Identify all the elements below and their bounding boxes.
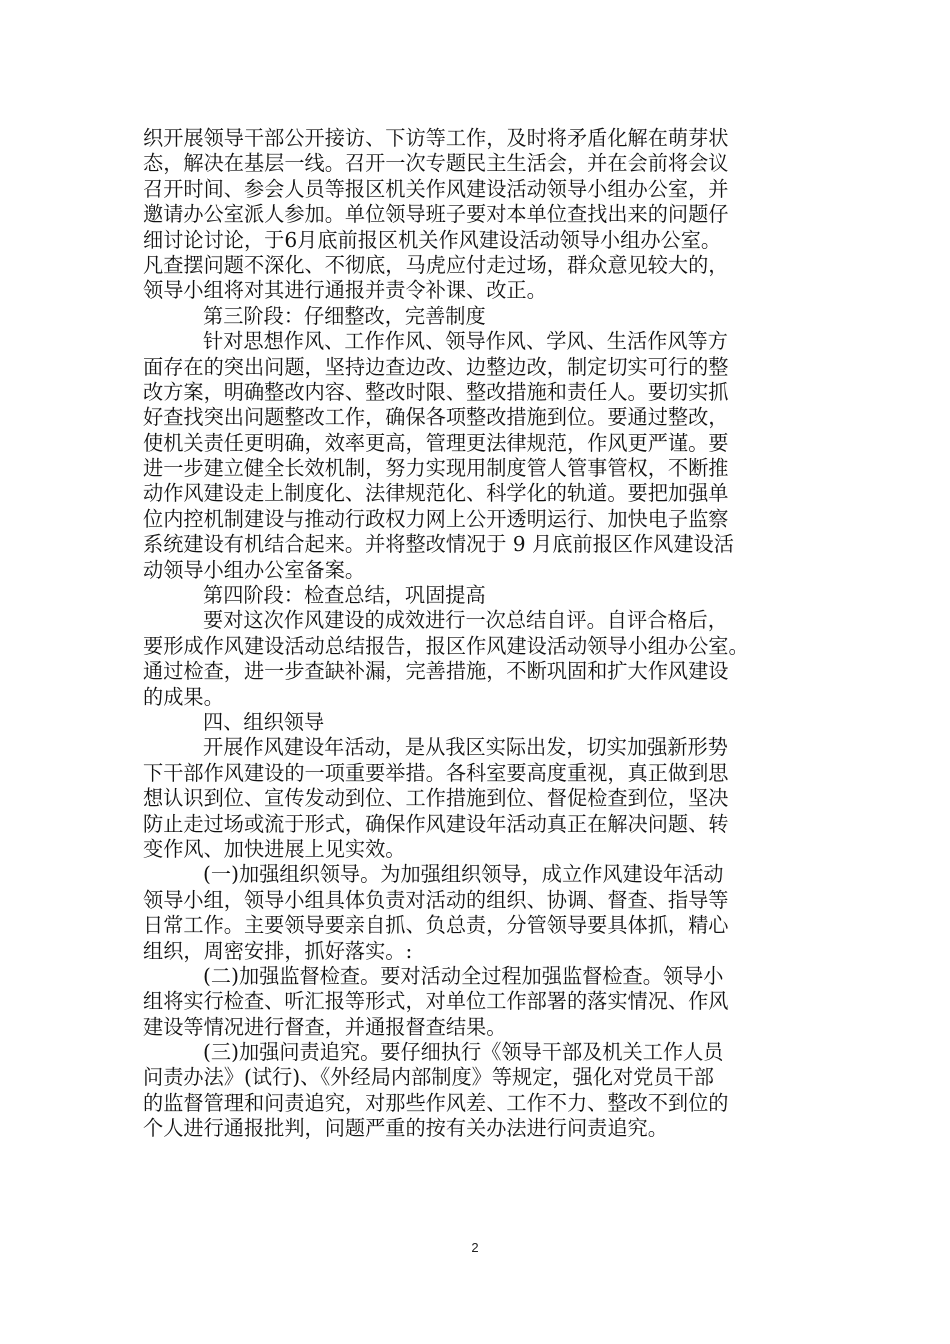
text-line: 开展作风建设年活动，是从我区实际出发，切实加强新形势 [203, 735, 728, 760]
text-line: 问责办法》(试行)、《外经局内部制度》等规定，强化对党员干部 [143, 1065, 714, 1090]
text-line: 态，解决在基层一线。召开一次专题民主生活会，并在会前将会议 [143, 151, 729, 176]
text-line: (二)加强监督检查。要对活动全过程加强监督检查。领导小 [203, 963, 724, 988]
text-line: 组将实行检查、听汇报等形式，对单位工作部署的落实情况、作风 [143, 989, 729, 1014]
text-line: 领导小组，领导小组具体负责对活动的组织、协调、督查、指导等 [143, 887, 729, 912]
text-line: 防止走过场或流于形式，确保作风建设年活动真正在解决问题、转 [143, 811, 729, 836]
text-line: (一)加强组织领导。为加强组织领导，成立作风建设年活动 [203, 862, 724, 887]
text-line: 面存在的突出问题，坚持边查边改、边整边改，制定切实可行的整 [143, 354, 729, 379]
text-line: 个人进行通报批判，问题严重的按有关办法进行问责追究。 [143, 1116, 668, 1141]
text-line: 改方案，明确整改内容、整改时限、整改措施和责任人。要切实抓 [143, 379, 729, 404]
text-line: 变作风、加快进展上见实效。 [143, 836, 406, 861]
text-line: 下干部作风建设的一项重要举措。各科室要高度重视，真正做到思 [143, 760, 729, 785]
text-line: 建设等情况进行督查，并通报督查结果。 [143, 1014, 507, 1039]
text-line: 位内控机制建设与推动行政权力网上公开透明运行、加快电子监察 [143, 506, 729, 531]
text-line: 通过检查，进一步查缺补漏，完善措施，不断巩固和扩大作风建设 [143, 659, 729, 684]
text-line: 细讨论讨论，于6月底前报区机关作风建设活动领导小组办公室。 [143, 227, 722, 252]
text-line: 第三阶段：仔细整改，完善制度 [203, 303, 486, 328]
text-line: 邀请办公室派人参加。单位领导班子要对本单位查找出来的问题仔 [143, 202, 729, 227]
text-line: 第四阶段：检查总结，巩固提高 [203, 583, 486, 608]
text-line: 要对这次作风建设的成效进行一次总结自评。自评合格后， [203, 608, 728, 633]
text-line: 使机关责任更明确，效率更高，管理更法律规范，作风更严谨。要 [143, 430, 729, 455]
text-line: 的成果。 [143, 684, 224, 709]
text-line: 好查找突出问题整改工作，确保各项整改措施到位。要通过整改， [143, 405, 729, 430]
text-line: 组织，周密安排，抓好落实。: [143, 938, 413, 963]
text-line: 动作风建设走上制度化、法律规范化、科学化的轨道。要把加强单 [143, 481, 729, 506]
page-number: 2 [471, 1240, 479, 1255]
text-line: 织开展领导干部公开接访、下访等工作，及时将矛盾化解在萌芽状 [143, 126, 729, 150]
text-line: 动领导小组办公室备案。 [143, 557, 366, 582]
text-line: 的监督管理和问责追究，对那些作风差、工作不力、整改不到位的 [143, 1090, 729, 1115]
text-line: 想认识到位、宣传发动到位、工作措施到位、督促检查到位，坚决 [143, 786, 729, 811]
text-line: 要形成作风建设活动总结报告，报区作风建设活动领导小组办公室。 [143, 633, 749, 658]
text-line: 针对思想作风、工作作风、领导作风、学风、生活作风等方 [203, 329, 728, 354]
text-line: 领导小组将对其进行通报并责令补课、改正。 [143, 278, 547, 303]
text-line: 召开时间、参会人员等报区机关作风建设活动领导小组办公室，并 [143, 176, 729, 201]
text-line: 四、组织领导 [203, 709, 325, 734]
text-line: 系统建设有机结合起来。并将整改情况于 9 月底前报区作风建设活 [143, 532, 734, 557]
text-line: 凡查摆问题不深化、不彻底，马虎应付走过场，群众意见较大的， [143, 252, 729, 277]
text-line: (三)加强问责追究。要仔细执行《领导干部及机关工作人员 [203, 1040, 724, 1065]
document-body [143, 126, 819, 1142]
text-line: 进一步建立健全长效机制，努力实现用制度管人管事管权，不断推 [143, 456, 729, 481]
text-line: 日常工作。主要领导要亲自抓、负总责，分管领导要具体抓，精心 [143, 913, 729, 938]
